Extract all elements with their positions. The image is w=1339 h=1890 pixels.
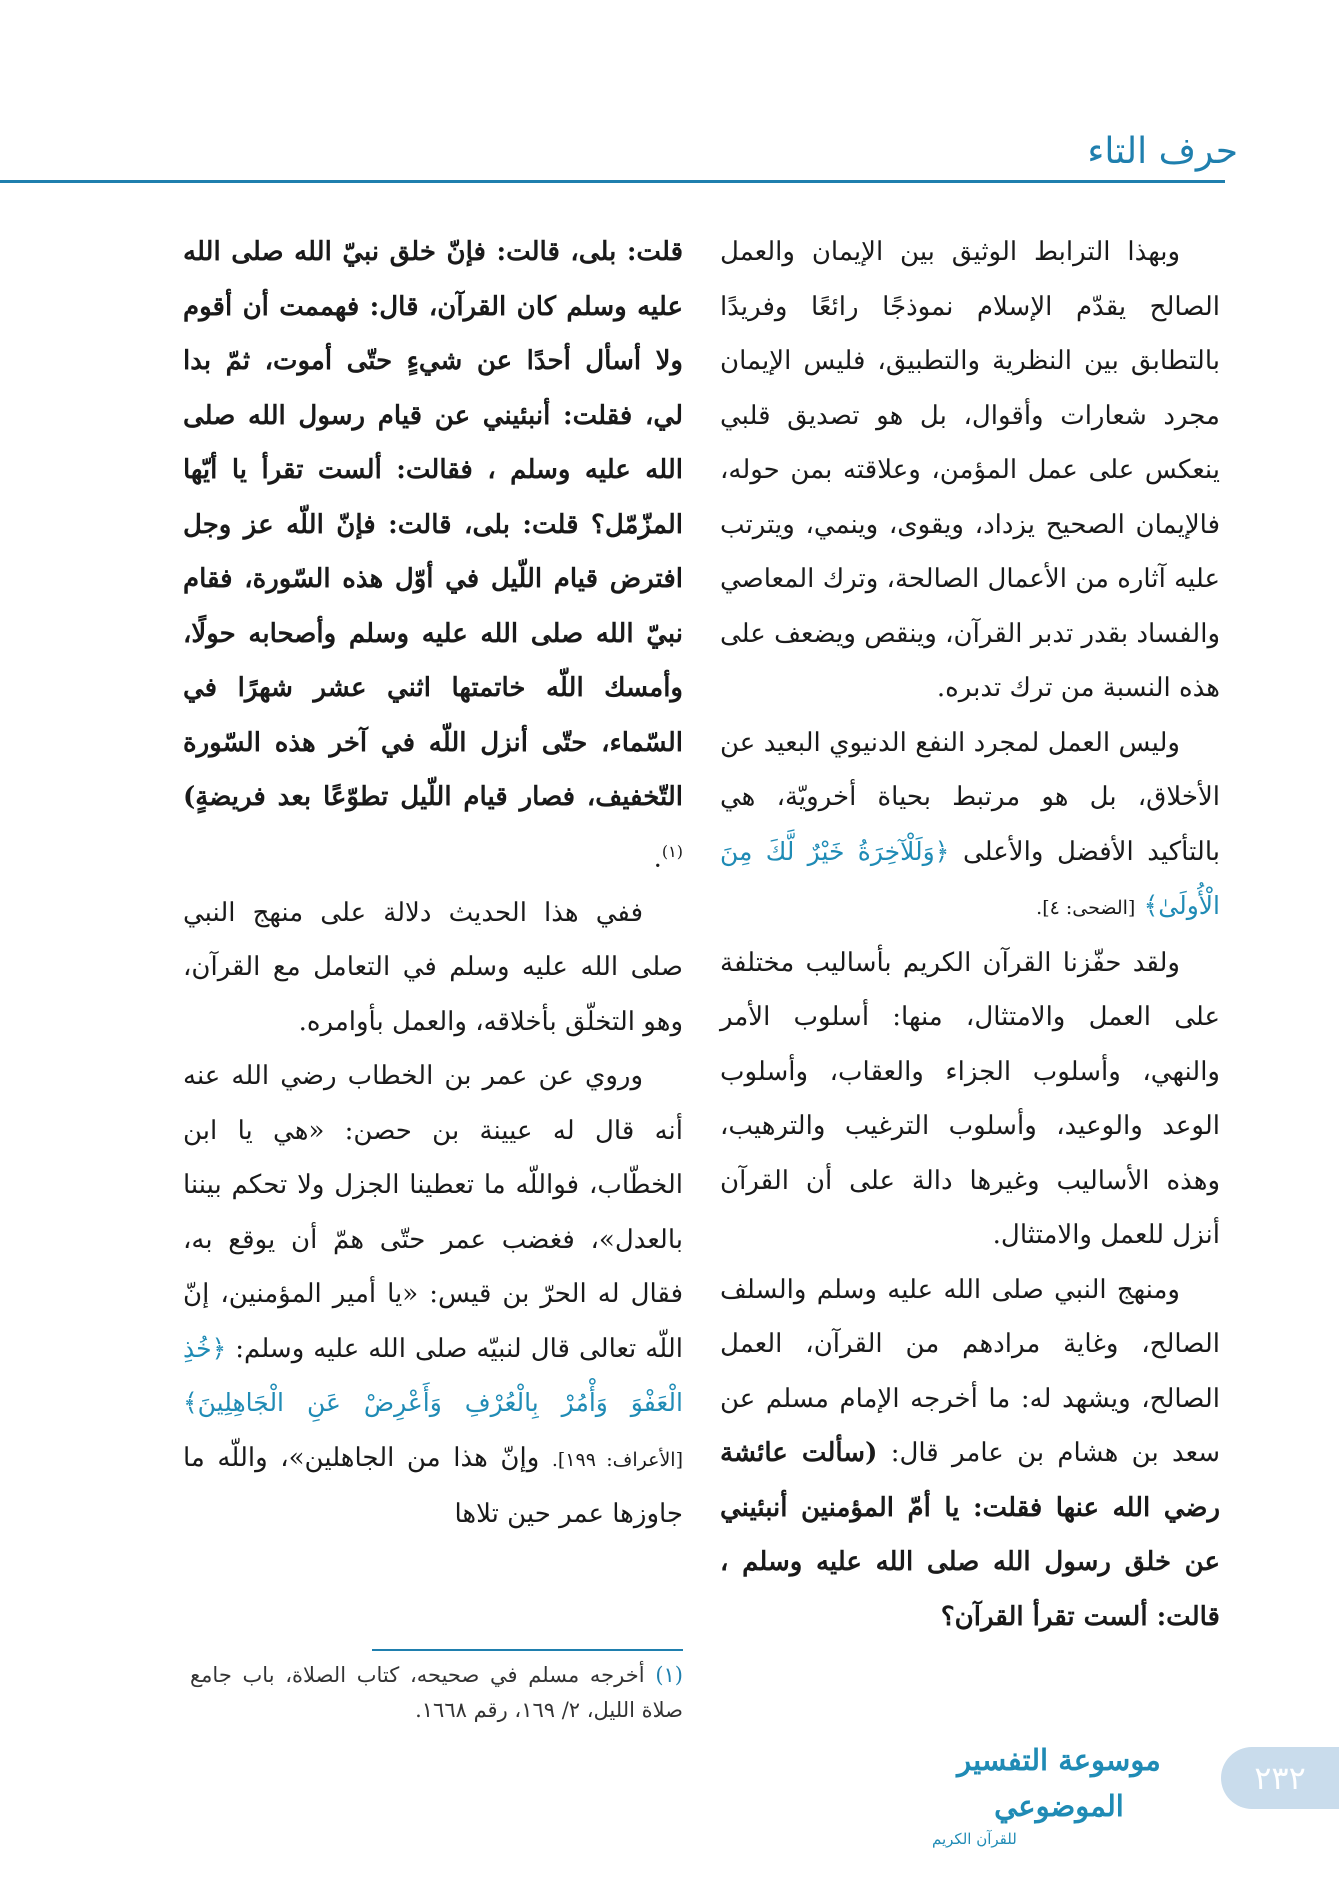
left-text-column [183, 225, 683, 1542]
chapter-title: حرف التاء [1087, 131, 1238, 172]
header-divider [0, 180, 1225, 183]
quran-verse: ﴿خُذِ الْعَفْوَ وَأْمُرْ بِالْعُرْفِ وَأَعْرِضْ عَنِ الْجَاهِلِينَ﴾ [183, 1333, 683, 1418]
footnote [190, 1658, 683, 1728]
paragraph-hadith-lesson: ففي هذا الحديث دلالة على منهج النبي صلى الله عليه وسلم في التعامل مع القرآن، وهو التخلّق بأخلاقه، والعمل بأوامره. [183, 897, 683, 1037]
paragraph-text: ومنهج النبي صلى الله عليه وسلم والسلف الصالح، وغاية مرادهم من القرآن، العمل الصالح، ويشهد له: ما أخرجه الإمام مسلم عن سعد بن هشام بن عامر قال: [720, 1274, 1220, 1468]
paragraph-text: وروي عن عمر بن الخطاب رضي الله عنه أنه قال له عيينة بن حصن: «هي يا ابن الخطّاب، فواللّه ما تعطينا الجزل ولا تحكم بيننا بالعدل»، فغضب عمر حتّى همّ أن يوقع به، فقال له الحرّ بن قيس: «يا أمير المؤمنين، إنّ اللّه تعالى قال لنبيّه صلى الله عليه وسلم: [183, 1061, 684, 1364]
logo-subtitle: للقرآن الكريم [932, 1830, 1017, 1848]
hadith-quote: قلت: بلى، قالت: فإنّ خلق نبيّ الله صلى الله عليه وسلم كان القرآن، قال: فهممت أن أقوم ولا أسأل أحدًا عن شيءٍ حتّى أموت، ثمّ بدا لي، فقلت: أنبئيني عن قيام رسول الله صلى الله عليه وسلم ، فقالت: ألست تقرأ يا أيّها المزّمّل؟ قلت: بلى، قالت: فإنّ اللّه عز وجل افترض قيام اللّيل في أوّل هذه السّورة، فقام نبيّ الله صلى الله عليه وسلم وأصحابه حولًا، وأمسك اللّه خاتمتها اثني عشر شهرًا في السّماء، حتّى أنزل اللّه في آخر هذه السّورة التّخفيف، فصار قيام اللّيل تطوّعًا بعد فريضةٍ) [183, 237, 683, 812]
paragraph-hereafter [720, 716, 1220, 936]
paragraph-prophet-method [720, 1263, 1220, 1645]
footnote-marker[interactable]: (١) [661, 841, 683, 861]
paragraph-text: وإنّ هذا من الجاهلين»، واللّه ما جاوزها عمر حين تلاها [183, 1442, 683, 1530]
verse-reference: [الأعراف: ١٩٩]. [551, 1448, 683, 1471]
right-text-column [720, 225, 1220, 1644]
logo-title: موسوعة التفسير الموضوعي [957, 1743, 1161, 1823]
footnote-divider [372, 1649, 683, 1651]
page-number-badge: ٢٣٢ [1221, 1747, 1339, 1809]
verse-reference: [الضحى: ٤]. [1036, 897, 1136, 919]
sentence-end: . [653, 843, 662, 874]
footnote-number: (١) [655, 1663, 683, 1687]
paragraph-text: وليس العمل لمجرد النفع الدنيوي البعيد عن الأخلاق، بل هو مرتبط بحياة أخرويّة، هي بالتأكيد الأفضل والأعلى [720, 727, 1221, 867]
footnote-text: أخرجه مسلم في صحيحه، كتاب الصلاة، باب جامع صلاة الليل، ٢/ ١٦٩، رقم ١٦٦٨. [190, 1663, 683, 1722]
hadith-quote: (سألت عائشة رضي الله عنها فقلت: يا أمّ المؤمنين أنبئيني عن خلق رسول الله صلى الله عليه وسلم ، قالت: ألست تقرأ القرآن؟ [720, 1438, 1220, 1632]
paragraph-umar-story [183, 1049, 683, 1542]
quran-verse: ﴿وَلَلْآخِرَةُ خَيْرٌ لَّكَ مِنَ الْأُولَىٰ﴾ [720, 836, 1220, 920]
paragraph-hadith-continued [183, 225, 683, 886]
encyclopedia-logo [926, 1737, 1192, 1848]
paragraph-faith-works: وبهذا الترابط الوثيق بين الإيمان والعمل الصالح يقدّم الإسلام نموذجًا رائعًا وفريدًا بالتطابق بين النظرية والتطبيق، فليس الإيمان مجرد شعارات وأقوال، بل هو تصديق قلبي ينعكس على عمل المؤمن، وعلاقته بمن حوله، فالإيمان الصحيح يزداد، ويقوى، وينمي، ويترتب عليه آثاره من الأعمال الصالحة، وترك المعاصي والفساد بقدر تدبر القرآن، وينقص ويضعف على هذه النسبة من ترك تدبره. [720, 237, 1220, 703]
paragraph-methods: ولقد حفّزنا القرآن الكريم بأساليب مختلفة على العمل والامتثال، منها: أسلوب الأمر والنهي، وأسلوب الجزاء والعقاب، وأسلوب الوعد والوعيد، وأسلوب الترغيب والترهيب، وهذه الأساليب وغيرها دالة على أن القرآن أنزل للعمل والامتثال. [720, 947, 1220, 1250]
